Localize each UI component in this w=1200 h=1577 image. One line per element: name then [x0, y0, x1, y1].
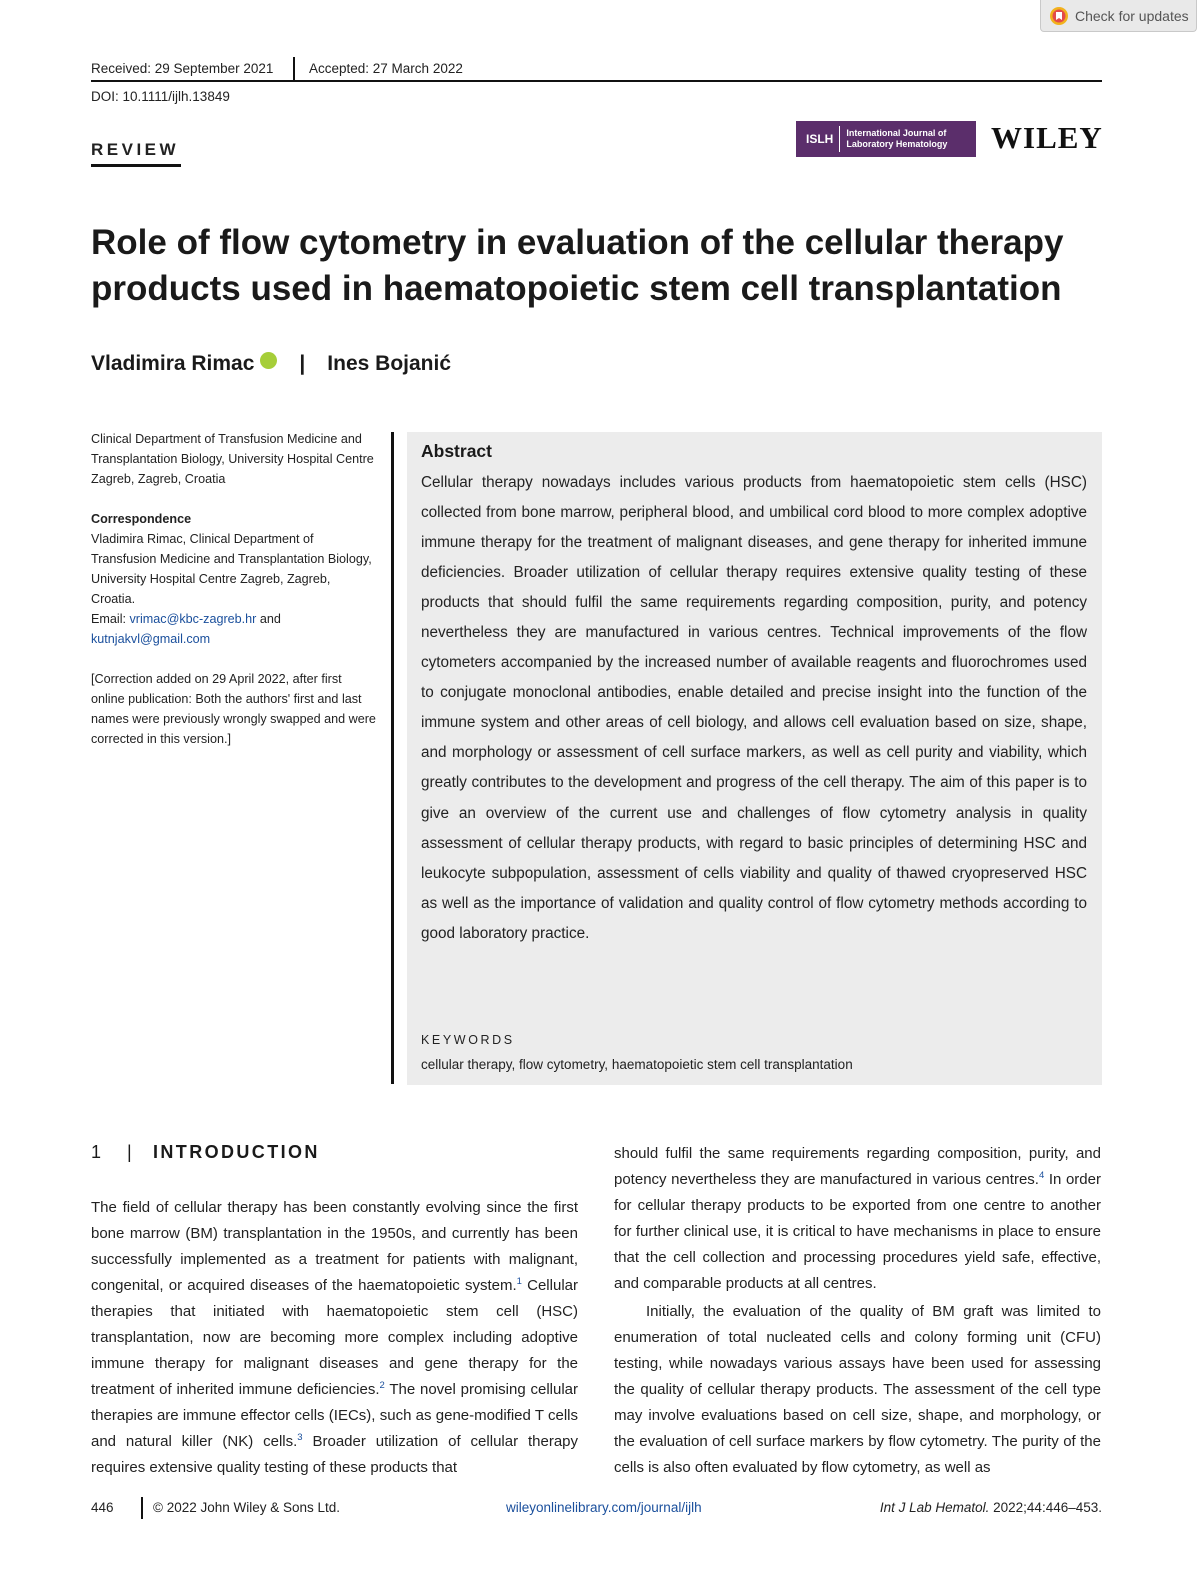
journal-name-line2: Laboratory Hematology — [846, 139, 948, 149]
body-text: In order for cellular therapy products to be exported from one centre to another for further clinical use, it is critical to have mechanisms in place to ensure that the cell collection and processing procedures yield safe, effective, and comparable products at all centres. — [614, 1171, 1101, 1292]
email-link[interactable]: kutnjakvl@gmail.com — [91, 632, 211, 646]
check-for-updates-badge[interactable] — [1040, 0, 1197, 32]
islh-logo-text: ISLH — [796, 126, 840, 152]
section-type-label: REVIEW — [91, 140, 180, 159]
reference-link[interactable]: 1 — [516, 1276, 522, 1287]
email-conjunction: and — [259, 612, 281, 626]
copyright: © 2022 John Wiley & Sons Ltd. — [153, 1500, 341, 1515]
body-text: should fulfil the same requirements regarding composition, purity, and potency nevertheless they are manufactured in various centres. — [614, 1145, 1101, 1188]
header-separator — [293, 57, 295, 81]
reference-link[interactable]: 2 — [379, 1380, 385, 1391]
keywords-heading: KEYWORDS — [421, 1033, 515, 1047]
page-number: 446 — [91, 1500, 114, 1515]
accepted-date: Accepted: 27 March 2022 — [309, 61, 463, 76]
abstract-heading: Abstract — [421, 441, 492, 461]
body-paragraph: Initially, the evaluation of the quality of BM graft was limited to enumeration of total nucleated cells and colony forming unit (CFU) testing, while nowadays various assays have been used for assessing the quality of cellular therapy products. The assessment of the cell type may involve evaluations based on cell size, shape, and morphology, or the evaluation of cell surface markers by flow cytometry. The purity of the cells is also often evaluated by flow cytometry, as well as — [614, 1303, 1101, 1476]
reference-link[interactable]: 3 — [297, 1432, 303, 1443]
section-separator: | — [127, 1142, 132, 1162]
section-type-underline — [91, 164, 181, 167]
check-for-updates-icon — [1049, 6, 1069, 26]
journal-url[interactable]: wileyonlinelibrary.com/journal/ijlh — [506, 1500, 702, 1515]
keywords-list: cellular therapy, flow cytometry, haematopoietic stem cell transplantation — [421, 1057, 853, 1072]
author-separator: | — [299, 352, 306, 375]
author-name[interactable]: Ines Bojanić — [327, 352, 451, 375]
journal-name-line1: International Journal of — [846, 128, 947, 138]
article-title: Role of flow cytometry in evaluation of the cellular therapy products used in haematopoietic stem cell transplantation — [91, 223, 1064, 308]
body-text: Cellular therapies that initiated with haematopoietic stem cell (HSC) transplantation, now are becoming more complex including adoptive immune therapy for malignant diseases and gene therapy for the treatment of inherited immune deficiencies. — [91, 1277, 578, 1398]
correspondence-heading: Correspondence — [91, 512, 192, 526]
body-text: Broader utilization of cellular therapy requires extensive quality testing of these products that — [91, 1433, 579, 1476]
section-heading — [91, 1142, 320, 1163]
body-paragraph — [91, 1195, 578, 1481]
journal-abbreviation: Int J Lab Hematol. — [879, 1500, 990, 1515]
email-label: Email: — [91, 612, 126, 626]
check-for-updates-label: Check for updates — [1075, 7, 1189, 24]
abstract-text: Cellular therapy nowadays includes various products from haematopoietic stem cells (HSC) collected from bone marrow, peripheral blood, and umbilical cord blood to more complex adoptive immune therapy for the treatment of malignant diseases, and gene therapy for inherited immune deficiencies. Broader utilization of cellular therapy requires extensive quality testing of these products that should fulfil the same requirements regarding composition, purity, and potency nevertheless they are manufactured in various centres. Technical improvements of the flow cytometers accompanied by the increased number of available reagents and fluorochromes used to conjugate monoclonal antibodies, enable detailed and precise insight into the function of the immune system and other areas of cell biology, and allows cell evaluation based on size, shape, and morphology or assessment of cell surface markers, as well as cell purity and viability, which greatly contributes to the development and progress of the cell therapy. The aim of this paper is to give an overview of the current use and challenges of flow cytometry analysis in quality assessment of cellular therapy products, with regard to basic principles of determining HSC and leukocyte subpopulation, assessment of cells viability and quality of thawed cryopreserved HSC as well as the importance of validation and quality control of flow cytometry methods according to good laboratory practice. — [421, 474, 1087, 942]
correspondence-block — [91, 509, 376, 649]
reference-link[interactable]: 4 — [1038, 1170, 1045, 1181]
author-list — [91, 352, 451, 376]
affiliation: Clinical Department of Transfusion Medicine and Transplantation Biology, University Hospital Centre Zagreb, Zagreb, Croatia — [91, 432, 374, 486]
author-name[interactable]: Vladimira Rimac — [91, 352, 255, 375]
header-rule — [91, 80, 1102, 82]
body-text: The novel promising cellular therapies are immune effector cells (IECs), such as gene-modified T cells and natural killer (NK) cells. — [91, 1381, 578, 1450]
orcid-icon[interactable] — [260, 352, 277, 369]
body-paragraph — [614, 1141, 1101, 1297]
correction-note: [Correction added on 29 April 2022, after first online publication: Both the authors' first and last names were previously wrongly swapped and were corrected in this version.] — [91, 672, 376, 746]
received-date: Received: 29 September 2021 — [91, 61, 274, 76]
publisher-logo: WILEY — [991, 120, 1103, 155]
journal-name-logo — [840, 128, 947, 150]
section-title: INTRODUCTION — [153, 1142, 320, 1162]
email-link[interactable]: vrimac@kbc-zagreb.hr — [129, 612, 257, 626]
correspondence-address: Vladimira Rimac, Clinical Department of Transfusion Medicine and Transplantation Biology, University Hospital Centre Zagreb, Zagreb, Croatia. — [91, 532, 372, 606]
footer-separator — [141, 1497, 143, 1519]
section-number: 1 — [91, 1142, 102, 1162]
body-text: The field of cellular therapy has been constantly evolving since the first bone marrow (BM) transplantation in the 1950s, and currently has been successfully implemented as a treatment for patients with malignant, congenital, or acquired diseases of the haematopoietic system. — [91, 1199, 578, 1294]
journal-logo — [796, 121, 976, 157]
doi: DOI: 10.1111/ijlh.13849 — [91, 89, 230, 104]
journal-citation — [880, 1500, 1102, 1515]
citation-details: 2022;44:446–453. — [989, 1500, 1102, 1515]
abstract-side-rule — [391, 432, 394, 1084]
